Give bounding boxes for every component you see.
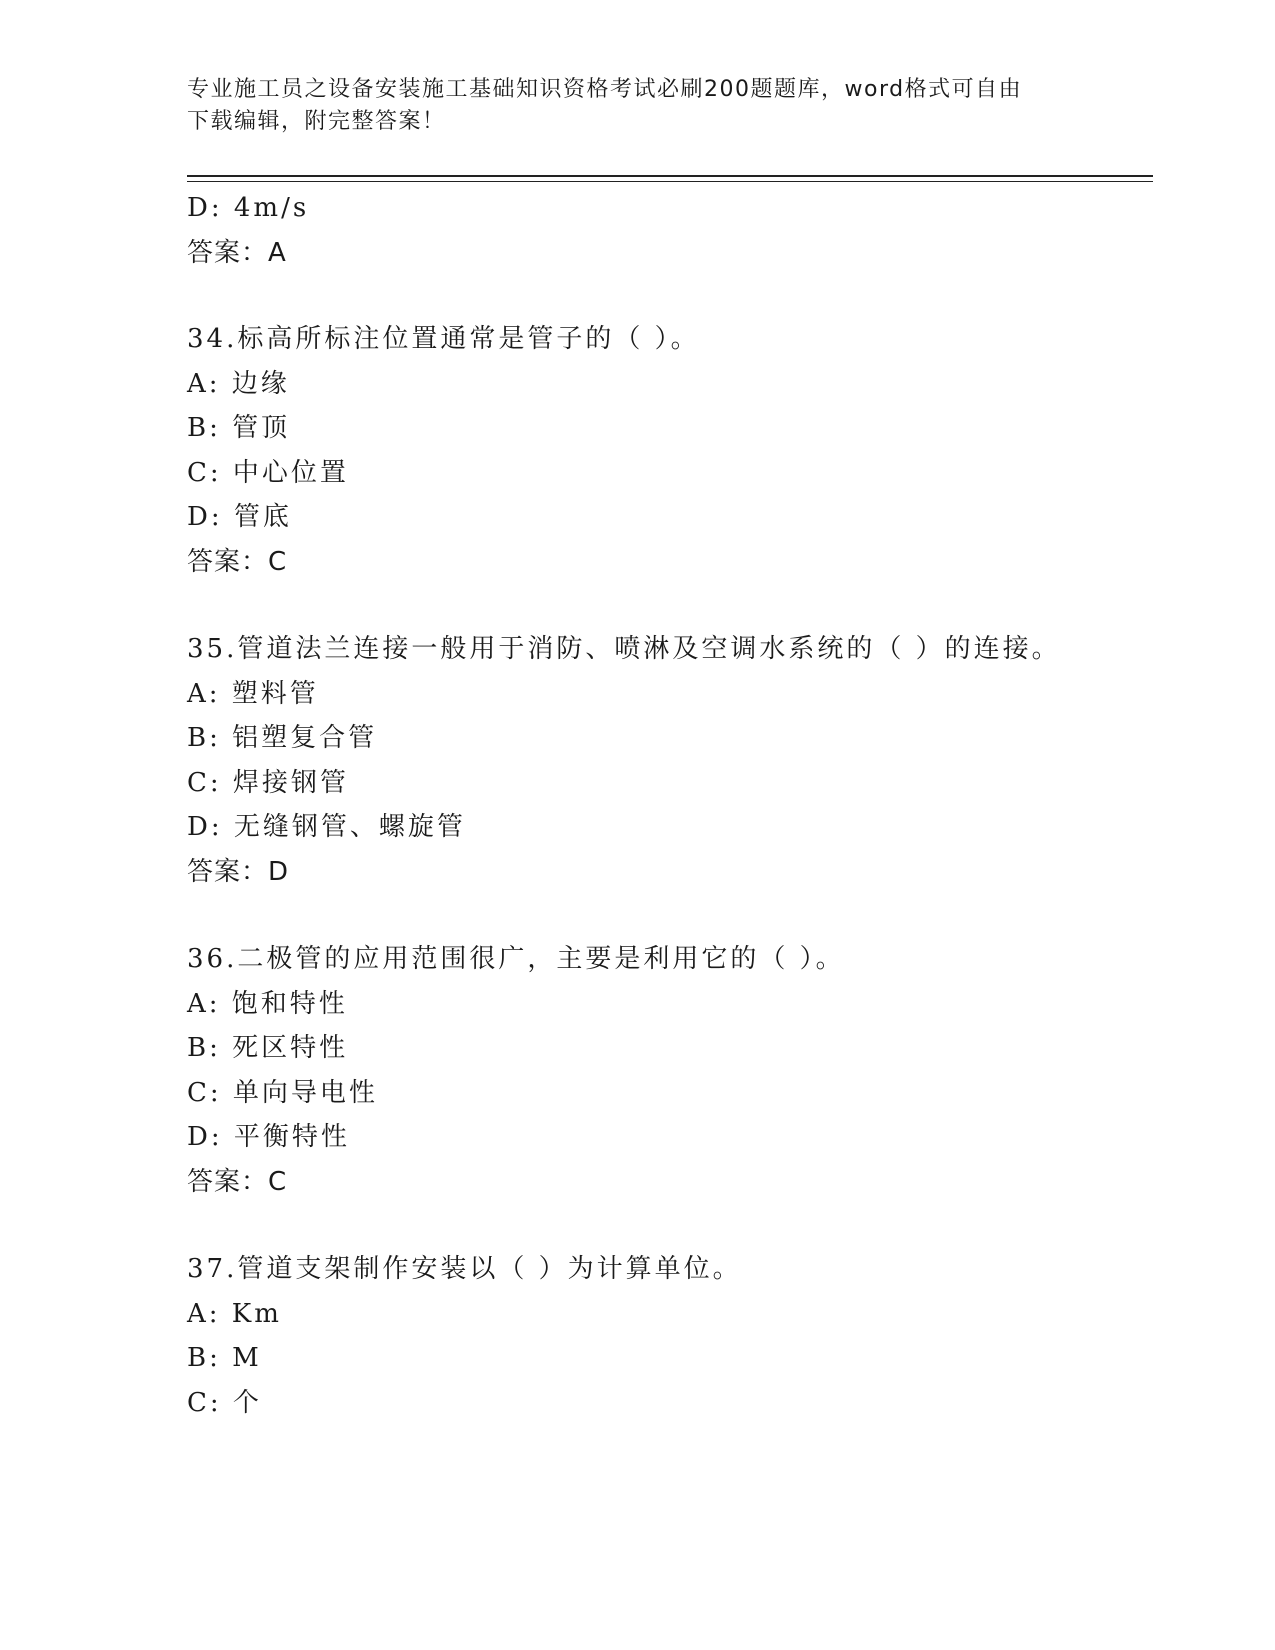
answer-line: 答案：A <box>187 238 287 268</box>
answer-line: 答案：C <box>187 547 288 577</box>
option-a: A: 边缘 <box>187 369 290 399</box>
question-stem: 37.管道支架制作安装以（ ）为计算单位。 <box>187 1254 742 1284</box>
option-b: B: 死区特性 <box>187 1033 349 1063</box>
option-c: C: 焊接钢管 <box>187 768 349 798</box>
answer-line: 答案：C <box>187 1167 288 1197</box>
option-a: A: Km <box>187 1299 282 1329</box>
option-d: D: 4m/s <box>187 193 310 223</box>
option-d: D: 平衡特性 <box>187 1122 350 1152</box>
header-line-2: 下载编辑，附完整答案！ <box>187 109 446 134</box>
header-rule-thick <box>187 175 1153 177</box>
document-header <box>187 74 1067 138</box>
option-c: C: 中心位置 <box>187 458 349 488</box>
option-d: D: 管底 <box>187 502 292 532</box>
option-c: C: 个 <box>187 1388 262 1418</box>
header-line-1: 专业施工员之设备安装施工基础知识资格考试必刷200题题库，word格式可自由 <box>187 77 1023 102</box>
option-a: A: 塑料管 <box>187 679 319 709</box>
option-b: B: M <box>187 1343 262 1373</box>
option-b: B: 管顶 <box>187 413 291 443</box>
option-c: C: 单向导电性 <box>187 1078 378 1108</box>
question-stem: 36.二极管的应用范围很广，主要是利用它的（ ）。 <box>187 944 845 974</box>
question-stem: 35.管道法兰连接一般用于消防、喷淋及空调水系统的（ ）的连接。 <box>187 634 1061 664</box>
option-a: A: 饱和特性 <box>187 989 348 1019</box>
option-b: B: 铝塑复合管 <box>187 723 378 753</box>
option-d: D: 无缝钢管、螺旋管 <box>187 812 466 842</box>
question-stem: 34.标高所标注位置通常是管子的（ ）。 <box>187 324 700 354</box>
answer-line: 答案：D <box>187 857 290 887</box>
header-rule-thin <box>187 181 1153 182</box>
